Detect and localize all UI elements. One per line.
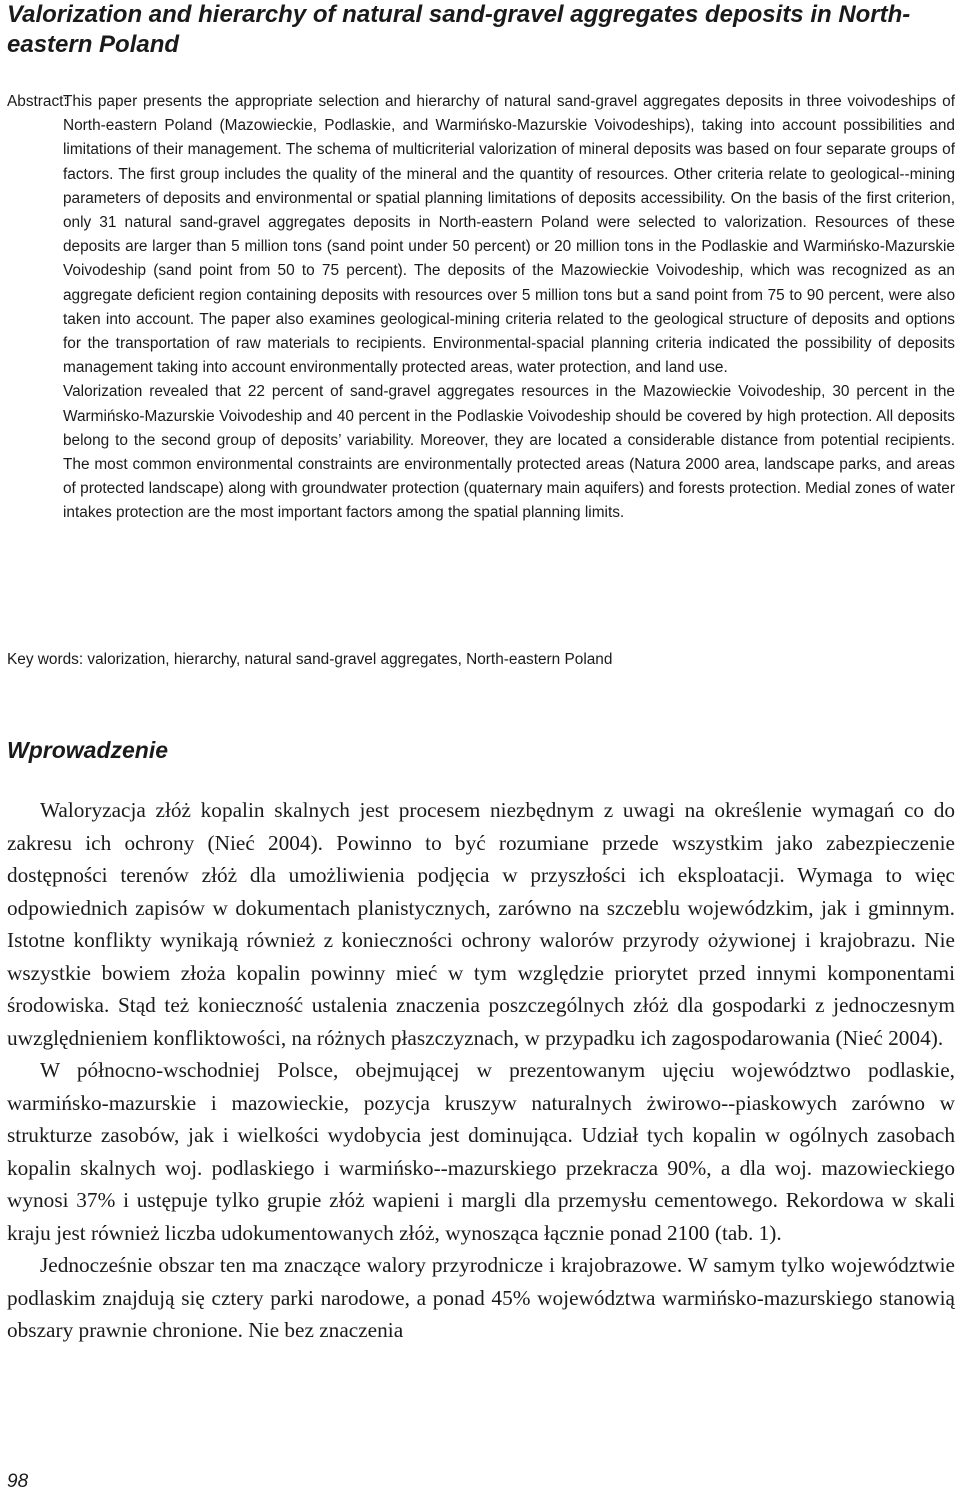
- section-heading: Wprowadzenie: [7, 737, 169, 763]
- body-paragraph-3: Jednocześnie obszar ten ma znaczące walory przyrodnicze i krajobrazowe. W samym tylko województwie podlaskim znajdują się cztery parki narodowe, a ponad 45% województwa warmińsko-mazurskiego stanowią obszary prawnie chronione. Nie bez znaczenia: [7, 1253, 955, 1342]
- body-paragraph-2: W północno-wschodniej Polsce, obejmującej w prezentowanym ujęciu województwo podlaskie, warmińsko-mazurskie i mazowieckie, pozycja kruszyw naturalnych żwirowo--piaskowych zarówno w strukturze zasobów, jak i wielkości wydobycia jest dominująca. Udział tych kopalin w ogólnych zasobach kopalin skalnych woj. podlaskiego i warmińsko--mazurskiego przekracza 90%, a dla woj. mazowieckiego wynosi 37% i ustępuje tylko grupie złóż wapieni i margli dla przemysłu cementowego. Rekordowa w skali kraju jest również liczba udokumentowanych złóż, wynosząca łącznie ponad 2100 (tab. 1).: [7, 1058, 955, 1245]
- abstract: [7, 90, 955, 526]
- paper-title: Valorization and hierarchy of natural sand-gravel aggregates deposits in North-eastern Poland: [7, 1, 911, 58]
- abstract-paragraph-1: This paper presents the appropriate selection and hierarchy of natural sand-gravel aggregates deposits in three voivodeships of North-eastern Poland (Mazowieckie, Podlaskie, and Warmińsko-Mazurskie Voivodeships), taking into account possibilities and limitations of their management. The schema of multicriterial valorization of mineral deposits was based on four separate groups of factors. The first group includes the quality of the mineral and the quantity of resources. Other criteria relate to geological--mining parameters of deposits and environmental or spatial planning limitations of deposits accessibility. On the basis of the first criterion, only 31 natural sand-gravel aggregates deposits in North-eastern Poland were selected to valorization. Resources of these deposits are larger than 5 million tons (sand point under 50 percent) or 20 million tons in the Podlaskie and Warmińsko-Mazurskie Voivodeship (sand point from 50 to 75 percent). The deposits of the Mazowieckie Voivodeship, which was recognized as an aggregate deficient region containing deposits with resources over 5 million tons but a sand point from 75 to 90 percent, were also taken into account. The paper also examines geological-mining criteria related to the geological structure of deposits and options for the transportation of raw materials to recipients. Environmental-spacial planning criteria indicated the possibility of deposits management taking into account environmentally protected areas, water protection, and land use.: [63, 93, 955, 377]
- keywords-text: valorization, hierarchy, natural sand-gravel aggregates, North-eastern Poland: [87, 651, 613, 668]
- body-paragraph-1: Waloryzacja złóż kopalin skalnych jest procesem niezbędnym z uwagi na określenie wymagań co do zakresu ich ochrony (Nieć 2004). Powinno to być rozumiane przede wszystkim jako zabezpieczenie dostępności terenów złóż dla umożliwienia podjęcia w przyszłości ich eksploatacji. Wymaga to więc odpowiednich zapisów w dokumentach planistycznych, zarówno na szczeblu wojewódzkim, jak i gminnym. Istotne konflikty wynikają również z konieczności ochrony walorów przyrody ożywionej i krajobrazu. Nie wszystkie bowiem złoża kopalin powinny mieć w tym względzie priorytet przed innymi komponentami środowiska. Stąd też konieczność ustalenia znaczenia poszczególnych złóż dla gospodarki z jednoczesnym uwzględnieniem konfliktowości, na różnych płaszczyznach, w przypadku ich zagospodarowania (Nieć 2004).: [7, 798, 955, 1050]
- abstract-row: [7, 90, 955, 526]
- abstract-paragraph-2: Valorization revealed that 22 percent of sand-gravel aggregates resources in the Mazowieckie Voivodeship, 30 percent in the Warmińsko-Mazurskie Voivodeship and 40 percent in the Podlaskie Voivodeship should be covered by high protection. All deposits belong to the second group of deposits’ variability. Moreover, they are located a considerable distance from potential recipients. The most common environmental constraints are environmentally protected areas (Natura 2000 area, landscape parks, and areas of protected landscape) along with groundwater protection (quaternary main aquifers) and forests protection. Medial zones of water intakes protection are the most important factors among the spatial planning limits.: [63, 383, 955, 522]
- keywords-label: Key words:: [7, 651, 84, 668]
- page-number: 98: [7, 1471, 29, 1492]
- keywords: [7, 648, 955, 672]
- abstract-body: [63, 90, 955, 526]
- section-body: [7, 794, 955, 1347]
- abstract-label: Abstract:: [7, 93, 68, 110]
